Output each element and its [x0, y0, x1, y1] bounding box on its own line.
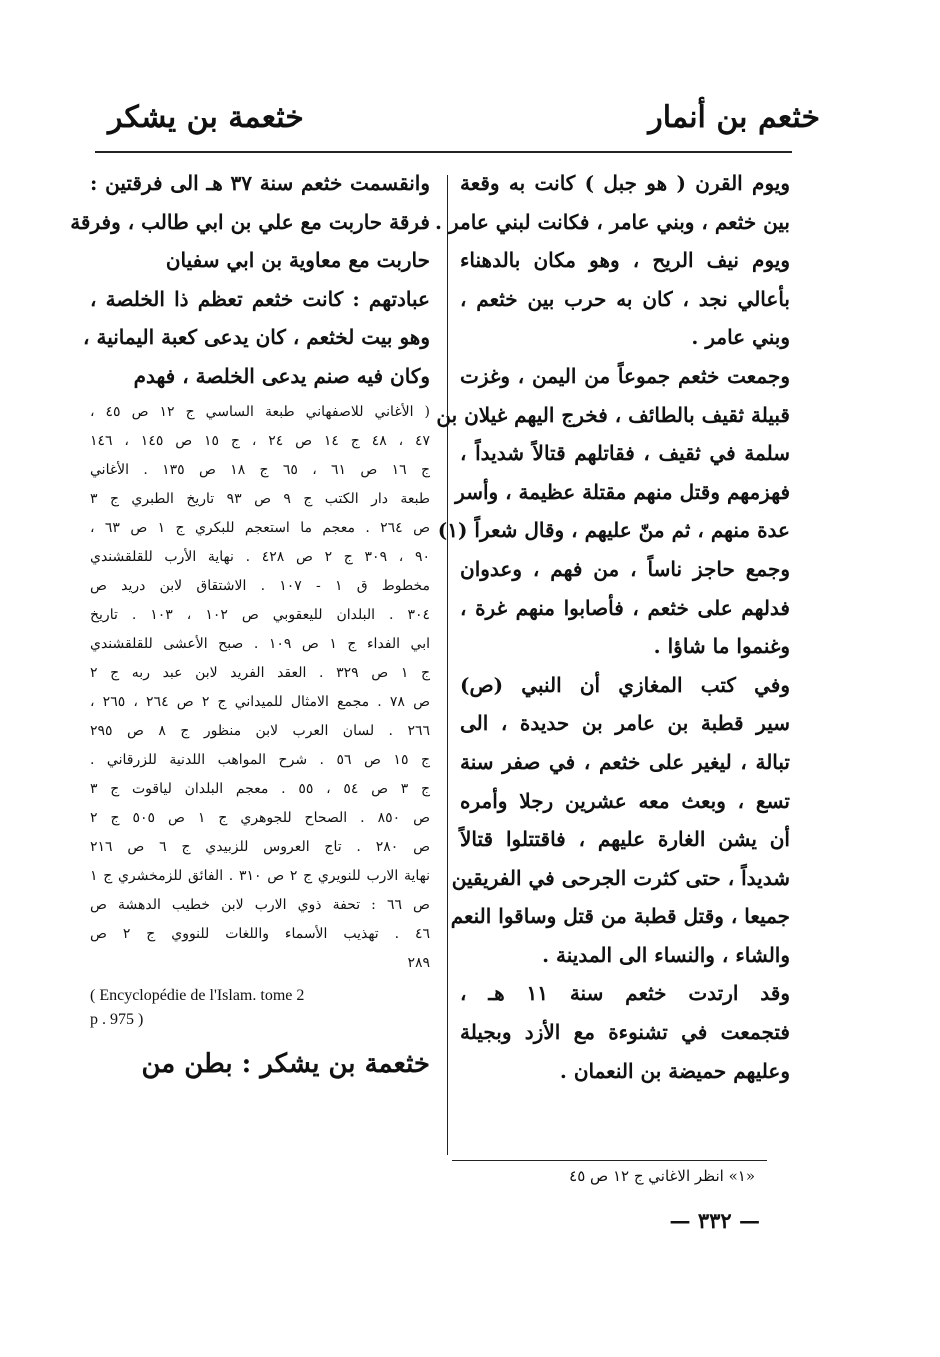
text-line: ( الأغاني للاصفهاني طبعة الساسي ج ١٢ ص ٤٥ ،: [90, 403, 430, 420]
text-line: ج ٣ ص ٥٤ ، ٥٥ . معجم البلدان لياقوت ج ٣: [90, 780, 431, 797]
running-header-left: خثعمة بن يشكر: [108, 100, 304, 135]
latin-reference: [90, 984, 430, 1032]
text-line: ٢٦٦ . لسان العرب لابن منظور ج ٨ ص ٢٩٥: [90, 722, 431, 739]
text-line: شديداً ، حتى كثرت الجرحى في الفريقين: [451, 865, 790, 890]
text-line: ٢٨٩: [407, 954, 430, 971]
left-column-main-text: [70, 164, 430, 396]
text-line: وغنموا ما شاؤا .: [653, 634, 790, 659]
text-line: وفي كتب المغازي أن النبي (ص): [460, 672, 790, 697]
text-line: حاربت مع معاوية بن ابي سفيان: [165, 248, 430, 273]
text-line: سلمة في ثقيف ، فقاتلهم قتالاً شديداً ،: [460, 441, 790, 466]
text-line: ٤٦ . تهذيب الأسماء واللغات للنووي ج ٢ ص: [90, 925, 430, 942]
text-line: والشاء ، والنساء الى المدينة .: [542, 942, 790, 967]
footnote-rule: [452, 1160, 767, 1161]
running-header-right: خثعم بن أنمار: [648, 100, 820, 135]
text-line: بأعالي نجد ، كان به حرب بين خثعم ،: [460, 286, 790, 311]
text-line: وبني عامر .: [691, 325, 790, 350]
text-line: وجمعت خثعم جموعاً من اليمن ، وغزت: [460, 363, 790, 388]
text-line: فتجمعت في تشنوءة مع الأزد وبجيلة: [460, 1020, 790, 1045]
column-divider: [447, 175, 448, 1155]
latin-reference-line: p . 975 ): [90, 1010, 144, 1028]
left-column: [70, 164, 431, 1084]
text-line: مخطوط ق ١ - ١٠٧ . الاشتقاق لابن دريد ص: [90, 577, 430, 594]
text-line: ج ١٦ ص ٦١ ، ٦٥ ج ١٨ ص ١٣٥ . الأغاني: [90, 461, 430, 478]
text-line: وانقسمت خثعم سنة ٣٧ هـ الى فرقتين :: [90, 171, 430, 195]
text-line: فهزمهم وقتل منهم مقتلة عظيمة ، وأسر: [455, 479, 790, 504]
footnote: «١» انظر الاغاني ج ١٢ ص ٤٥: [569, 1167, 755, 1185]
page-number: — ٣٣٢ —: [669, 1208, 760, 1233]
text-line: وهو بيت لخثعم ، كان يدعى كعبة اليمانية ،: [83, 325, 430, 350]
text-line: وجمع حاجز ناساً ، من فهم ، وعدوان: [460, 556, 790, 581]
text-line: وكان فيه صنم يدعى الخلصة ، فهدم: [133, 363, 430, 388]
text-line: وقد ارتدت خثعم سنة ١١ هـ ،: [460, 981, 790, 1006]
text-line: ٤٧ ، ٤٨ ج ١٤ ص ٢٤ ، ج ١٥ ص ١٤٥ ، ١٤٦: [90, 432, 431, 449]
text-line: جميعا ، وقتل قطبة من قتل وساقوا النعم: [450, 904, 790, 929]
text-line: ص ٢٦٤ . معجم ما استعجم للبكري ج ١ ص ٦٣ ،: [90, 519, 431, 536]
text-line: ٩٠ ، ٣٠٩ ج ٢ ص ٤٢٨ . نهاية الأرب للقلقشندي: [90, 548, 431, 565]
text-line: عبادتهم : كانت خثعم تعظم ذا الخلصة ،: [90, 286, 430, 311]
text-line: بين خثعم ، وبني عامر ، فكانت لبني عامر .: [435, 209, 790, 234]
text-line: ويوم نيف الريح ، وهو مكان بالدهناء: [460, 248, 790, 273]
text-line: ص ٧٨ . مجمع الامثال للميداني ج ٢ ص ٢٦٤ ، ٢٦٥ ،: [90, 693, 431, 710]
references-list: [90, 398, 430, 978]
text-line: عدة منهم ، ثم منّ عليهم ، وقال شعراً (١): [437, 518, 790, 543]
text-line: وعليهم حميضة بن النعمان .: [559, 1058, 790, 1083]
text-line: نهاية الارب للنويري ج ٢ ص ٣١٠ . الفائق للزمخشري ج ١: [90, 867, 431, 884]
text-line: فدلهم على خثعم ، فأصابوا منهم غرة ،: [460, 595, 790, 620]
text-line: ص ٢٨٠ . تاج العروس للزبيدي ج ٦ ص ٢١٦: [90, 838, 430, 855]
text-line: أن يشن الغارة عليهم ، فاقتتلوا قتالاً: [460, 827, 790, 852]
right-column: [435, 164, 790, 1090]
text-line: سير قطبة بن عامر بن حديدة ، الى: [460, 711, 790, 736]
text-line: ج ١ ص ٣٢٩ . العقد الفريد لابن عبد ربه ج ٢: [90, 664, 430, 681]
text-line: طبعة دار الكتب ج ٩ ص ٩٣ تاريخ الطبري ج ٣: [90, 490, 430, 507]
latin-reference-line: ( Encyclopédie de l'Islam. tome 2: [90, 986, 305, 1004]
header-rule: [95, 151, 792, 153]
text-line: تسع ، وبعث معه عشرين رجلا وأمره: [460, 788, 790, 813]
text-line: تبالة ، ليغير على خثعم ، في صفر سنة: [460, 749, 790, 774]
text-line: ج ١٥ ص ٥٦ . شرح المواهب اللدنية للزرقاني .: [90, 751, 430, 768]
text-line: ابي الفداء ج ١ ص ١٠٩ . صبح الأعشى للقلقشندي: [90, 635, 431, 652]
entry-title: خثعمة بن يشكر : بطن من: [141, 1048, 430, 1079]
text-line: ص ٦٦ : تحفة ذوي الارب لابن خطيب الدهشة ص: [90, 896, 430, 913]
text-line: فرقة حاربت مع علي بن ابي طالب ، وفرقة: [70, 209, 430, 234]
text-line: ٣٠٤ . البلدان لليعقوبي ص ١٠٢ ، ١٠٣ . تاريخ: [90, 606, 430, 623]
text-line: ص ٨٥٠ . الصحاح للجوهري ج ١ ص ٥٠٥ ج ٢: [90, 809, 431, 826]
text-line: ويوم القرن ( هو جبل ) كانت به وقعة: [460, 171, 790, 195]
text-line: قبيلة ثقيف بالطائف ، فخرج اليهم غيلان بن: [436, 402, 790, 427]
